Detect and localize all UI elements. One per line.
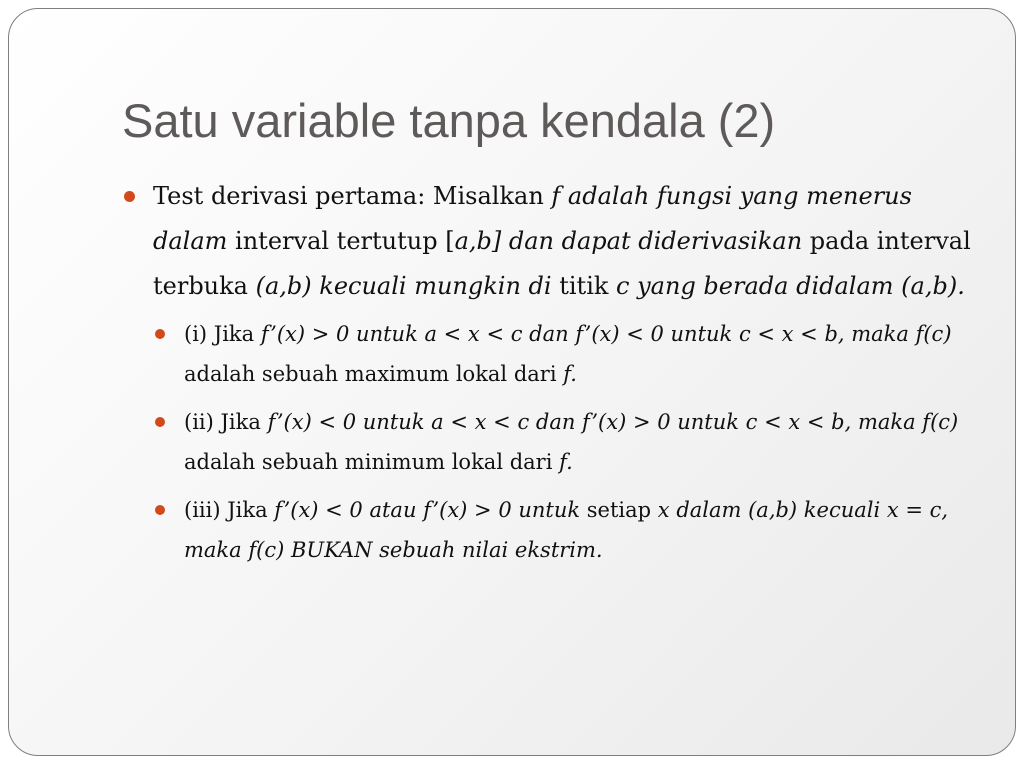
slide-frame (8, 8, 1016, 756)
bullet-list (122, 174, 982, 578)
bullet-item (122, 174, 982, 309)
text-segment: (i) Jika (184, 322, 261, 346)
italic-text-segment: f’(x) < 0 untuk a < x < c dan f’(x) > 0 untuk c < x < b, maka f(c) (267, 410, 959, 434)
text-segment: pada interval terbuka (153, 227, 971, 300)
italic-text-segment: f’(x) < 0 atau f’(x) > 0 untuk (274, 498, 581, 522)
text-segment: interval tertutup [ (227, 227, 455, 255)
bullet-dot-icon (155, 505, 165, 515)
text-segment: titik (551, 272, 617, 300)
text-segment: (iii) Jika (184, 498, 275, 522)
sub-bullet-item (153, 402, 982, 482)
bullet-dot-icon (124, 191, 135, 202)
italic-text-segment: f’(x) > 0 untuk a < x < c dan f’(x) < 0 untuk c < x < b, maka f(c) (260, 322, 952, 346)
bullet-dot-icon (155, 329, 165, 339)
sub-bullet-item (153, 314, 982, 394)
text-segment: setiap (580, 498, 658, 522)
sub-bullet-item (153, 490, 982, 570)
text-segment: adalah sebuah maximum lokal dari (184, 362, 564, 386)
italic-text-segment: a,b] dan dapat diderivasikan (454, 227, 803, 255)
italic-text-segment: (a,b) kecuali mungkin di (255, 272, 552, 300)
italic-text-segment: f. (559, 450, 573, 474)
bullet-dot-icon (155, 417, 165, 427)
italic-text-segment: f adalah fungsi yang menerus dalam (153, 182, 912, 255)
italic-text-segment: f. (563, 362, 577, 386)
text-segment: adalah sebuah minimum lokal dari (184, 450, 560, 474)
slide-title: Satu variable tanpa kendala (2) (122, 94, 776, 147)
italic-text-segment: c yang berada didalam (a,b). (616, 272, 965, 300)
italic-text-segment: x dalam (a,b) kecuali x = c, maka f(c) BUKAN sebuah nilai ekstrim. (184, 498, 949, 562)
text-segment: Test derivasi pertama: Misalkan (153, 182, 552, 210)
text-segment: (ii) Jika (184, 410, 268, 434)
